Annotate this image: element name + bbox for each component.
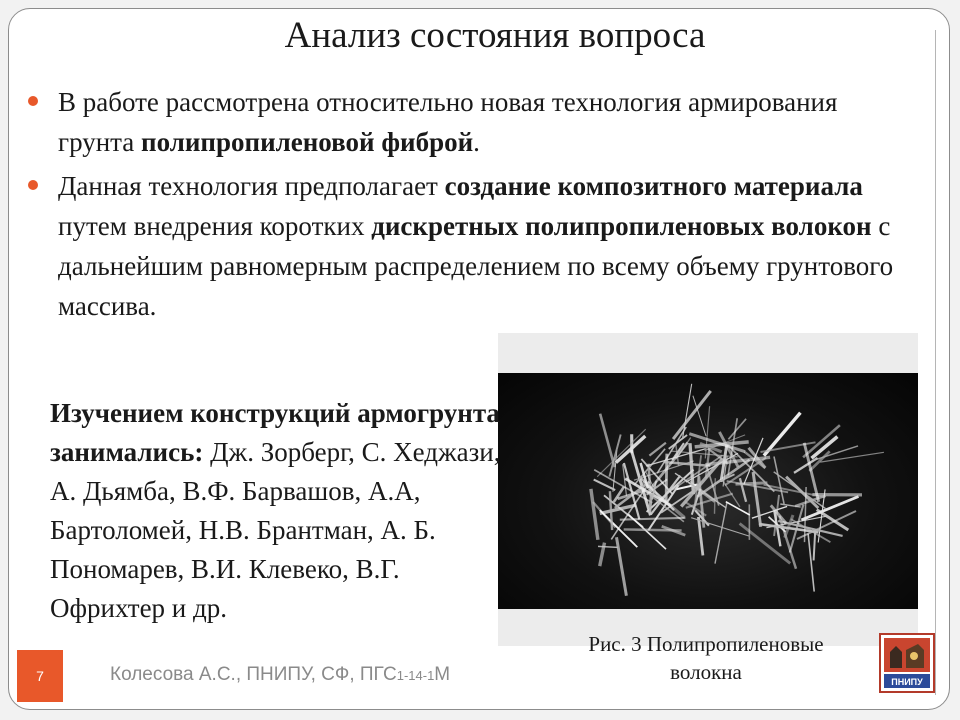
fiber-strand xyxy=(808,534,814,592)
researchers-block xyxy=(50,394,520,628)
fiber-strand xyxy=(620,518,686,520)
fiber-strand xyxy=(591,489,598,540)
bullet-emphasis: дискретных полипропиленовых волокон xyxy=(371,211,872,241)
page-number: 7 xyxy=(17,650,63,702)
bullet-dot-icon xyxy=(28,96,38,106)
university-logo-icon xyxy=(878,632,936,694)
fiber-strand xyxy=(715,478,716,514)
fiber-strand xyxy=(715,502,727,563)
bullet-text: Данная технология предполагает xyxy=(58,171,445,201)
fiber-strand xyxy=(624,529,682,530)
bullet-text: с дальнейшим равномерным распределением по всему объему грунтового массива. xyxy=(58,211,894,321)
bullet-dot-icon xyxy=(28,180,38,190)
figure-caption: Рис. 3 Полипропиленовые волокна xyxy=(588,632,824,684)
researchers-list: Дж. Зорберг, С. Хеджази, А. Дьямба, В.Ф. Барвашов, А.А, Бартоломей, Н.В. Брантман, А. Б. Пономарев, В.И. Клевеко, В.Г. Офрихтер и др. xyxy=(50,437,501,623)
fiber-strand xyxy=(753,472,761,527)
fiber-strand xyxy=(610,491,612,530)
page-title: Анализ состояния вопроса xyxy=(284,15,706,56)
fiber-strand xyxy=(814,531,816,560)
bullet-item xyxy=(28,166,918,326)
fiber-strand xyxy=(785,515,793,538)
footer-author-name: Колесова А.С., ПНИПУ, СФ, ПГС xyxy=(110,664,397,685)
bullet-text: В работе рассмотрена относительно новая технология армирования грунта xyxy=(58,87,838,157)
bullet-emphasis: полипропиленовой фиброй xyxy=(141,127,474,157)
bullet-item xyxy=(28,82,918,162)
footer-author xyxy=(110,664,450,686)
fiber-photo xyxy=(498,333,918,646)
footer-group-number: 1-14-1 xyxy=(396,668,435,683)
researchers-heading: Изучением конструкций армогрунта занимались: xyxy=(50,398,500,467)
bullet-list xyxy=(28,82,918,330)
right-rule xyxy=(935,30,936,695)
bullet-text: путем внедрения коротких xyxy=(58,211,372,241)
fiber-strand xyxy=(649,443,666,456)
fiber-strand xyxy=(617,537,627,595)
logo-text: ПНИПУ xyxy=(891,677,923,687)
fiber-strand xyxy=(598,546,618,547)
fiber-illustration xyxy=(498,333,918,646)
fiber-strand xyxy=(600,414,615,467)
bullet-emphasis: создание композитного материала xyxy=(444,171,863,201)
fiber-strand xyxy=(594,480,616,491)
fiber-strand xyxy=(686,453,738,482)
fiber-strand xyxy=(820,452,884,462)
bullet-text: . xyxy=(473,127,480,157)
footer-group-suffix: М xyxy=(434,664,451,685)
fiber-strand xyxy=(650,494,652,513)
